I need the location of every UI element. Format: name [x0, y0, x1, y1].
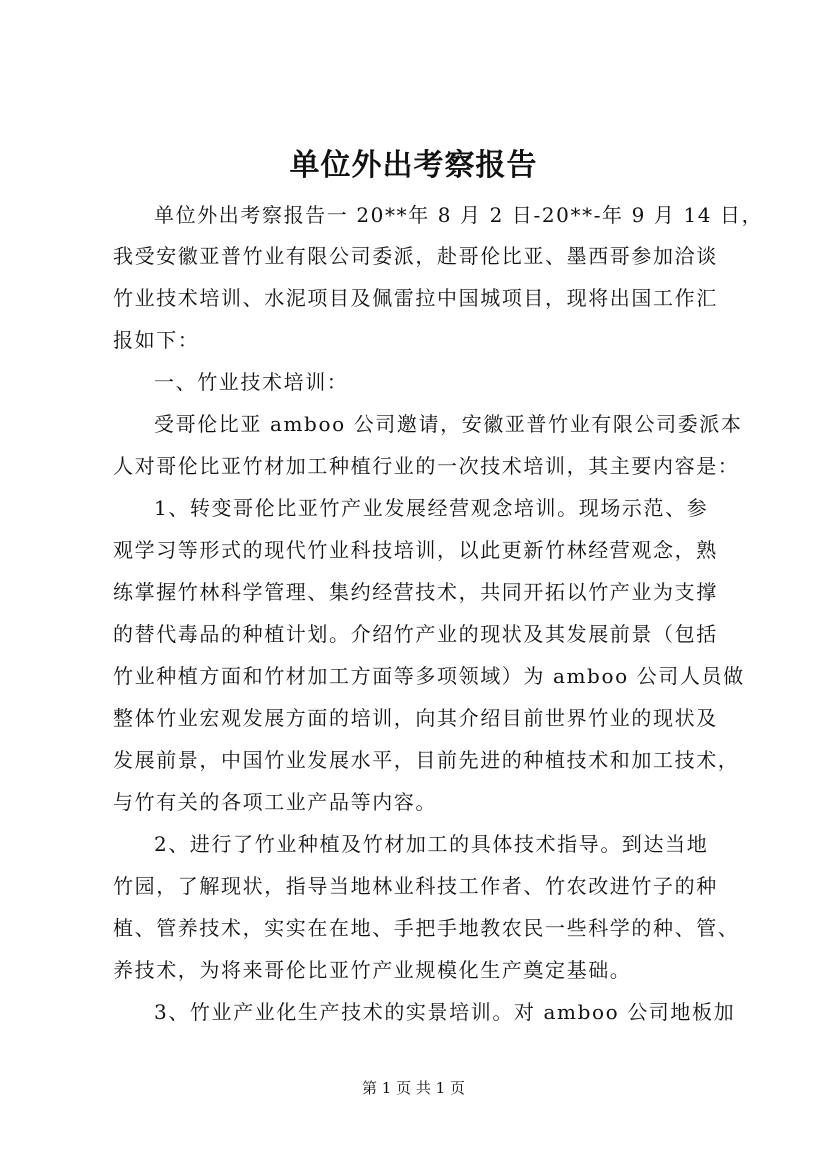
body-line: 养技术，为将来哥伦比亚竹产业规模化生产奠定基础。	[113, 958, 632, 982]
body-line: 竹业技术培训、水泥项目及佩雷拉中国城项目，现将出国工作汇	[113, 286, 718, 310]
body-line: 2、进行了竹业种植及竹材加工的具体技术指导。到达当地	[154, 832, 709, 856]
section-heading: 一、竹业技术培训：	[154, 370, 349, 394]
body-line: 的替代毒品的种植计划。介绍竹产业的现状及其发展前景（包括	[113, 622, 718, 646]
document-title: 单位外出考察报告	[289, 148, 538, 183]
body-line: 竹业种植方面和竹材加工方面等多项领域）为 amboo 公司人员做	[113, 664, 745, 688]
page-footer: 第 1 页 共 1 页	[362, 1079, 465, 1097]
body-line: 3、竹业产业化生产技术的实景培训。对 amboo 公司地板加	[154, 1000, 736, 1024]
body-line: 发展前景，中国竹业发展水平，目前先进的种植技术和加工技术，	[113, 748, 740, 772]
body-line: 竹园，了解现状，指导当地林业科技工作者、竹农改进竹子的种	[113, 874, 718, 898]
body-line: 人对哥伦比亚竹材加工种植行业的一次技术培训，其主要内容是：	[113, 454, 740, 478]
body-line: 报如下：	[113, 328, 200, 352]
body-line: 受哥伦比亚 amboo 公司邀请，安徽亚普竹业有限公司委派本	[154, 412, 743, 436]
body-line: 整体竹业宏观发展方面的培训，向其介绍目前世界竹业的现状及	[113, 706, 718, 730]
body-line: 1、转变哥伦比亚竹产业发展经营观念培训。现场示范、参	[154, 496, 709, 520]
body-line: 我受安徽亚普竹业有限公司委派，赴哥伦比亚、墨西哥参加洽谈	[113, 244, 718, 268]
body-line: 与竹有关的各项工业产品等内容。	[113, 790, 437, 814]
body-line: 单位外出考察报告一 20**年 8 月 2 日-20**-年 9 月 14 日，	[154, 203, 764, 227]
body-line: 练掌握竹林科学管理、集约经营技术，共同开拓以竹产业为支撑	[113, 580, 718, 604]
body-line: 植、管养技术，实实在在地、手把手地教农民一些科学的种、管、	[113, 916, 740, 940]
body-line: 观学习等形式的现代竹业科技培训，以此更新竹林经营观念，熟	[113, 538, 718, 562]
